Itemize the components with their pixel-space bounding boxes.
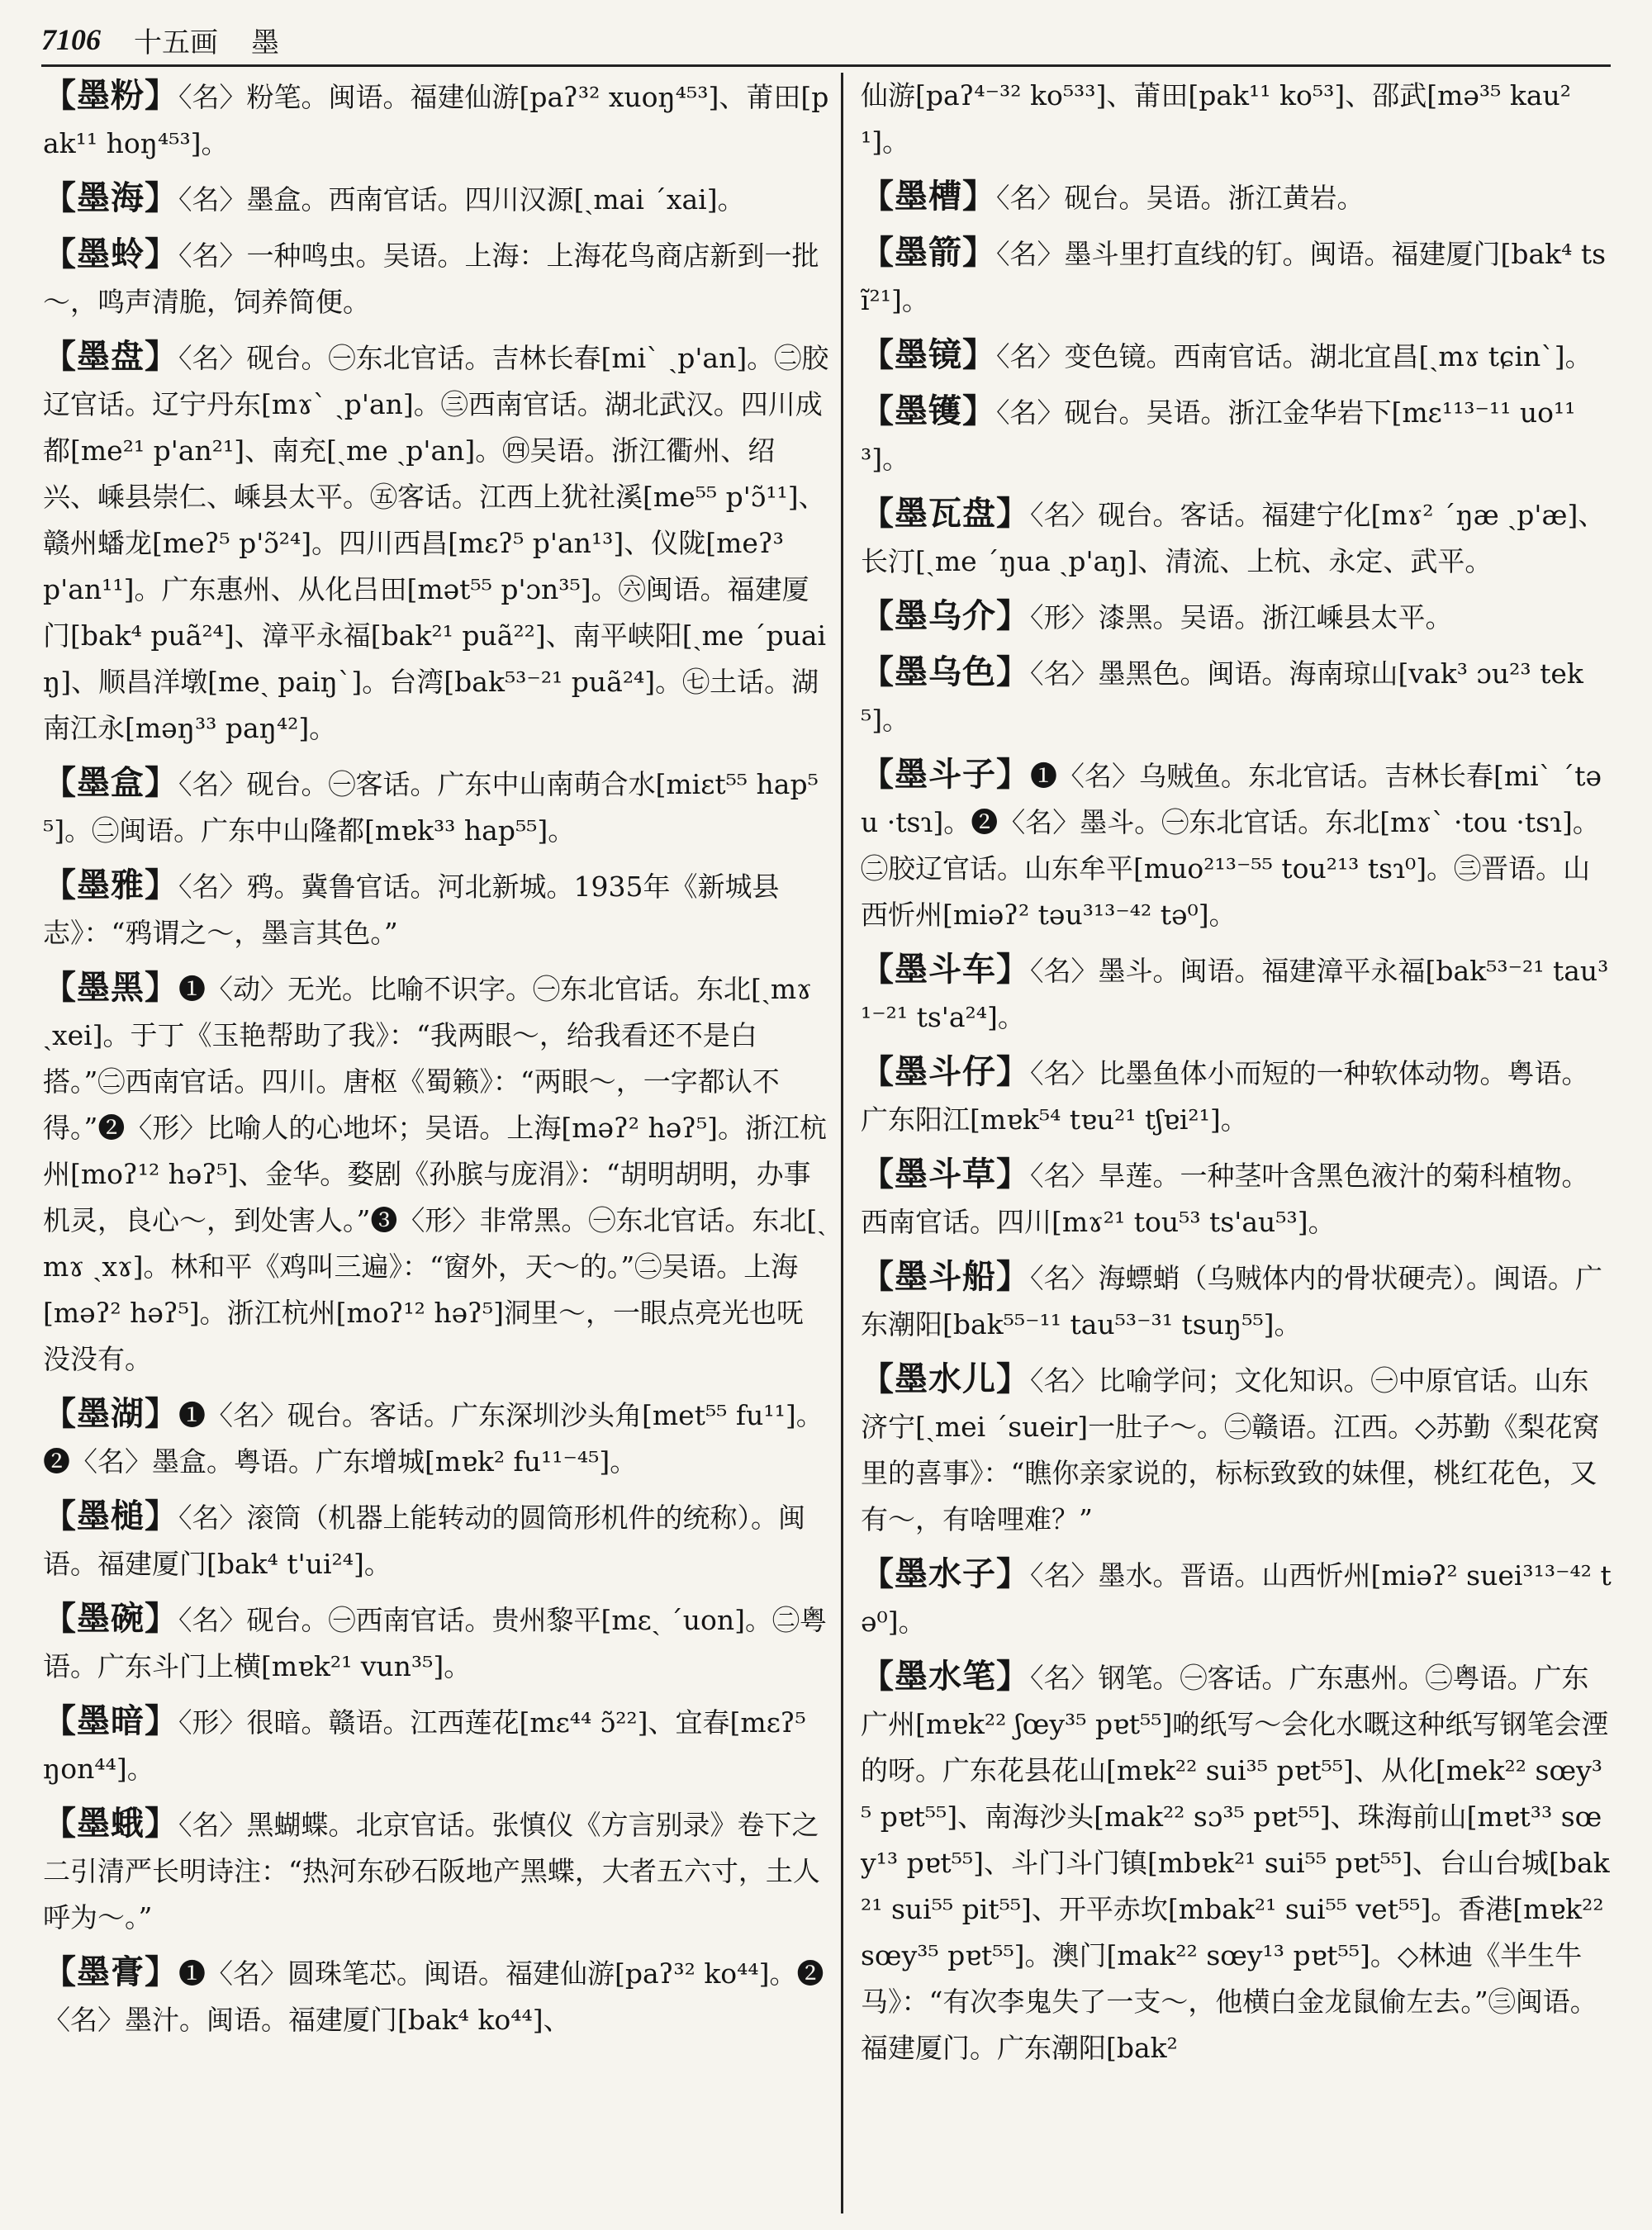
header-rule (41, 64, 1611, 67)
entry-headword: 【墨镬】 (861, 391, 996, 430)
entry-headword: 【墨槽】 (861, 177, 996, 216)
running-head (41, 15, 1611, 64)
dictionary-entry (43, 1801, 829, 1941)
dictionary-entry (43, 1596, 829, 1690)
entry-definition: 〈名〉墨斗里打直线的钉。闽语。福建厦门[bak⁴ tsĩ²¹]。 (861, 238, 1607, 316)
entry-headword: 【墨蛉】 (43, 235, 178, 273)
entry-definition: 〈名〉变色镜。西南官话。湖北宜昌[ˏmɤ tɕinˋ]。 (996, 340, 1593, 372)
entry-headword: 【墨箭】 (861, 233, 996, 272)
entry-definition: 〈形〉漆黑。吴语。浙江嵊县太平。 (1030, 601, 1453, 633)
dictionary-entry (43, 1949, 829, 2043)
dictionary-entry (43, 175, 829, 223)
entry-definition: 〈名〉一种鸣虫。吴语。上海：上海花鸟商店新到一批～，鸣声清脆，饲养简便。 (43, 240, 819, 318)
dictionary-entry (861, 1356, 1612, 1543)
entry-headword: 【墨斗子】 (861, 755, 1030, 794)
entry-headword: 【墨斗草】 (861, 1155, 1030, 1193)
entry-definition: 〈名〉钢笔。㊀客话。广东惠州。㊁粤语。广东广州[mɐk²² ʃœy³⁵ pɐt⁵⁵]啲纸写～会化水嘅这种纸写钢笔会湮的呀。广东花县花山[mɐk²² sui³⁵ pɐt⁵⁵]、从化[mek²² sœy³⁵ pɐt⁵⁵]、南海沙头[mak²² sɔ³⁵ pɐt⁵⁵]、珠海前山[mɐt³³ sœy¹³ pɐt⁵⁵]、斗门斗门镇[mbɐk²¹ sui⁵⁵ pɐt⁵⁵]、台山台城[bak²¹ sui⁵⁵ pit⁵⁵]、开平赤坎[mbak²¹ sui⁵⁵ vet⁵⁵]。香港[mɐk²² sœy³⁵ pɐt⁵⁵]。澳门[mak²² sœy¹³ pɐt⁵⁵]。◇林迪《半生牛马》：“有次李鬼失了一支～，他横白金龙鼠偷左去。”㊂闽语。福建厦门。广东潮阳[bak² (861, 1662, 1610, 2064)
entry-definition: 〈名〉砚台。吴语。浙江黄岩。 (996, 182, 1365, 214)
dictionary-entry (861, 752, 1612, 938)
dictionary-entry (43, 862, 829, 956)
entry-definition: 〈名〉砚台。㊀东北官话。吉林长春[miˋ ˏp'an]。㊁胶辽官话。辽宁丹东[mɤˋ ˏp'an]。㊂西南官话。湖北武汉。四川成都[me²¹ p'an²¹]、南充[ˏme ˏp'an]。㊃吴语。浙江衢州、绍兴、嵊县崇仁、嵊县太平。㊄客话。江西上犹社溪[me⁵⁵ p'ɔ̃¹¹]、赣州蟠龙[meʔ⁵ p'ɔ̃²⁴]。四川西昌[mɛʔ⁵ p'an¹³]、仪陇[meʔ³ p'an¹¹]。广东惠州、从化吕田[mət⁵⁵ p'ɔn³⁵]。㊅闽语。福建厦门[bak⁴ puã²⁴]、漳平永福[bak²¹ puã²²]、南平峡阳[ˏme ˊpuaiŋ]、顺昌洋墩[meˎ paiŋˋ]。台湾[bak⁵³⁻²¹ puã²⁴]。㊆土话。湖南江永[məŋ³³ paŋ⁴²]。 (43, 342, 829, 744)
entry-definition: 〈名〉鸦。冀鲁官话。河北新城。1935年《新城县志》：“鸦谓之～，墨言其色。” (43, 871, 780, 949)
dictionary-entry (861, 173, 1612, 221)
right-column (861, 73, 1612, 2222)
entry-headword: 【墨斗船】 (861, 1257, 1030, 1296)
entry-headword: 【墨槌】 (43, 1497, 178, 1535)
entry-definition: 〈名〉海螵蛸（乌贼体内的骨状硬壳）。闽语。广东潮阳[bak⁵⁵⁻¹¹ tau⁵³⁻³¹ tsuŋ⁵⁵]。 (861, 1262, 1602, 1340)
left-column (43, 73, 829, 2222)
entry-definition: 〈名〉墨斗。闽语。福建漳平永福[bak⁵³⁻²¹ tau³¹⁻²¹ ts'a²⁴]。 (861, 955, 1609, 1033)
entry-headword: 【墨膏】 (43, 1952, 178, 1991)
entry-headword: 【墨雅】 (43, 866, 178, 904)
entry-definition: 〈名〉砚台。㊀西南官话。贵州黎平[mɛˏ ˊuon]。㊁粤语。广东斗门上横[mɐk²¹ vun³⁵]。 (43, 1604, 827, 1682)
dictionary-entry (861, 388, 1612, 482)
page-number: 7106 (41, 23, 101, 56)
dictionary-entry (861, 1654, 1612, 2071)
entry-definition: 〈名〉墨水。晋语。山西忻州[miəʔ² suei³¹³⁻⁴² tə⁰]。 (861, 1559, 1612, 1638)
entry-headword: 【墨斗车】 (861, 950, 1030, 989)
section-label: 十五画 (134, 26, 218, 59)
entry-definition: 〈名〉墨黑色。闽语。海南琼山[vak³ ɔu²³ tek⁵]。 (861, 657, 1583, 736)
dictionary-entry (861, 1049, 1612, 1143)
entry-definition: 〈名〉砚台。㊀客话。广东中山南萌合水[miɛt⁵⁵ hap⁵⁵]。㊁闽语。广东中山隆都[mɐk³³ hap⁵⁵]。 (43, 768, 819, 847)
entry-definition: ❶〈名〉乌贼鱼。东北官话。吉林长春[miˋ ˊtəu ·tsɿ]。❷〈名〉墨斗。㊀东北官话。东北[mɤˋ ·tou ·tsɿ]。㊁胶辽官话。山东牟平[muo²¹³⁻⁵⁵ tou²¹³ tsɿ⁰]。㊂晋语。山西忻州[miəʔ² təu³¹³⁻⁴² tə⁰]。 (861, 760, 1602, 931)
entry-headword: 【墨粉】 (43, 76, 178, 115)
entry-definition: 〈形〉很暗。赣语。江西莲花[mɛ⁴⁴ ɔ̃²²]、宜春[mɛʔ⁵ ŋon⁴⁴]。 (43, 1706, 806, 1785)
entry-headword: 【墨黑】 (43, 968, 178, 1007)
dictionary-entry (861, 230, 1612, 324)
dictionary-entry (861, 1551, 1612, 1645)
entry-definition: 〈名〉粉笔。闽语。福建仙游[paʔ³² xuoŋ⁴⁵³]、莆田[pak¹¹ hoŋ⁴⁵³]。 (43, 81, 829, 159)
entry-headword: 【墨水儿】 (861, 1359, 1030, 1398)
dictionary-entry (861, 1254, 1612, 1348)
entry-headword: 【墨瓦盘】 (861, 494, 1030, 533)
entry-headword: 【墨镜】 (861, 335, 996, 374)
entry-headword: 【墨盘】 (43, 337, 178, 376)
entry-definition: 〈名〉滚筒（机器上能转动的圆筒形机件的统称）。闽语。福建厦门[bak⁴ t'ui²⁴]。 (43, 1502, 805, 1580)
dictionary-entry (43, 760, 829, 854)
entry-headword: 【墨蛾】 (43, 1804, 178, 1843)
entry-headword: 【墨湖】 (43, 1394, 178, 1433)
column-divider (841, 73, 843, 2213)
dictionary-entry (43, 73, 829, 167)
dictionary-entry (43, 231, 829, 325)
entry-definition: 〈名〉黑蝴蝶。北京官话。张慎仪《方言别录》卷下之二引清严长明诗注：“热河东砂石阪地产黑蝶，大者五六寸，土人呼为～。” (43, 1809, 820, 1933)
entry-headword: 【墨盒】 (43, 763, 178, 802)
entry-headword: 【墨乌色】 (861, 652, 1030, 691)
entry-definition: ❶〈名〉砚台。客话。广东深圳沙头角[met⁵⁵ fu¹¹]。❷〈名〉墨盒。粤语。广东增城[mɐk² fu¹¹⁻⁴⁵]。 (43, 1399, 824, 1478)
entry-headword: 【墨水子】 (861, 1554, 1030, 1593)
entry-definition: 〈名〉墨盒。西南官话。四川汉源[ˏmai ˊxai]。 (178, 183, 745, 216)
dictionary-entry (861, 491, 1612, 585)
entry-headword: 【墨水笔】 (861, 1657, 1030, 1696)
entry-definition: 仙游[paʔ⁴⁻³² ko⁵³³]、莆田[pak¹¹ ko⁵³]、邵武[mə³⁵ kau²¹]。 (861, 79, 1571, 158)
entry-headword: 【墨碗】 (43, 1599, 178, 1638)
entry-definition: 〈名〉砚台。吴语。浙江金华岩下[mɛ¹¹³⁻¹¹ uo¹¹³]。 (861, 396, 1576, 475)
dictionary-entry (43, 334, 829, 752)
entry-definition: 〈名〉旱莲。一种茎叶含黑色液汁的菊科植物。西南官话。四川[mɤ²¹ tou⁵³ ts'au⁵³]。 (861, 1160, 1589, 1238)
entry-definition: 〈名〉比墨鱼体小而短的一种软体动物。粤语。广东阳江[mɐk⁵⁴ tɐu²¹ tʃɐi²¹]。 (861, 1057, 1589, 1136)
dictionary-entry (43, 1391, 829, 1485)
dictionary-entry (861, 332, 1612, 380)
dictionary-entry (43, 965, 829, 1383)
dictionary-entry (43, 1698, 829, 1792)
dictionary-entry (861, 649, 1612, 743)
dictionary-entry (861, 947, 1612, 1041)
entry-definition: ❶〈名〉圆珠笔芯。闽语。福建仙游[paʔ³² ko⁴⁴]。❷〈名〉墨汁。闽语。福建厦门[bak⁴ ko⁴⁴]、 (43, 1957, 824, 2036)
dictionary-entry (861, 73, 1612, 165)
dictionary-entry (861, 1151, 1612, 1245)
entry-definition: ❶〈动〉无光。比喻不识字。㊀东北官话。东北[ˏmɤ ˏxei]。于丁《玉艳帮助了我》：“我两眼～，给我看还不是白搭。”㊁西南官话。四川。唐枢《蜀籁》：“两眼～，一字都认不得。”❷〈形〉比喻人的心地坏；吴语。上海[məʔ² həʔ⁵]。浙江杭州[moʔ¹² həʔ⁵]、金华。婺剧《孙膑与庞涓》：“胡明胡明，办事机灵，良心～，到处害人。”❸〈形〉非常黑。㊀东北官话。东北[ˏmɤ ˏxɤ]。林和平《鸡叫三遍》：“窗外，天～的。”㊁吴语。上海[məʔ² həʔ⁵]。浙江杭州[moʔ¹² həʔ⁵]洞里～，一眼点亮光也呒没没有。 (43, 973, 828, 1375)
entry-headword: 【墨暗】 (43, 1701, 178, 1740)
head-character: 墨 (251, 26, 279, 59)
entry-headword: 【墨海】 (43, 178, 178, 217)
entry-headword: 【墨乌介】 (861, 596, 1030, 635)
entry-definition: 〈名〉砚台。客话。福建宁化[mɤ² ˊŋæ ˏp'æ]、长汀[ˏme ˊŋua ˏp'aŋ]、清流、上杭、永定、武平。 (861, 499, 1606, 577)
entry-definition: 〈名〉比喻学问；文化知识。㊀中原官话。山东济宁[ˏmei ˊsueir]一肚子～。㊁赣语。江西。◇苏勤《梨花窝里的喜事》：“瞧你亲家说的，标标致致的妹俚，桃红花色，又有～，有啥哩难？” (861, 1364, 1600, 1535)
dictionary-entry (861, 593, 1612, 641)
entry-headword: 【墨斗仔】 (861, 1052, 1030, 1091)
dictionary-entry (43, 1493, 829, 1587)
